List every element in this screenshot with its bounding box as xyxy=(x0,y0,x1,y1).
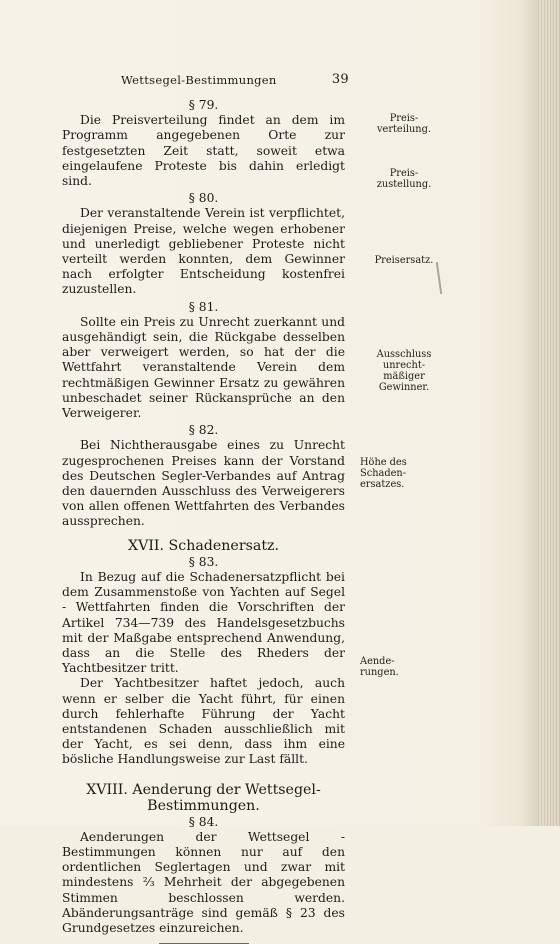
pencil-mark xyxy=(436,262,442,294)
page-number: 39 xyxy=(331,72,349,87)
section-80-text: Der veranstaltende Verein ist verpflichtet, diejenigen Preise, welche wegen erhobener und unerledigt gebliebener Proteste nicht verteilt werden konnten, dem Gewinner nach erfolgter Entscheidung kostenfrei zuzustellen. xyxy=(62,206,345,297)
section-79-heading: § 79. xyxy=(188,98,219,112)
margin-note-82-line-1: Ausschluss xyxy=(376,349,432,360)
margin-note-82-line-4: Gewinner. xyxy=(378,382,430,393)
margin-note-82-line-2: unrecht- xyxy=(382,360,426,371)
section-81-heading: § 81. xyxy=(188,299,219,314)
margin-note-79-line-2: verteilung. xyxy=(376,124,432,135)
page-edge xyxy=(538,0,560,826)
margin-note-83 xyxy=(360,457,410,490)
section-84-heading: § 84. xyxy=(188,814,219,829)
margin-note-82 xyxy=(364,349,444,393)
margin-note-83-line-1: Höhe des xyxy=(360,457,407,468)
chapter-18-title-line-2: Bestimmungen. xyxy=(147,797,260,814)
margin-note-80 xyxy=(364,168,444,190)
section-84-text: Aenderungen der Wettsegel - Bestimmungen können nur auf den ordentlichen Seglertagen und zwar mit mindestens ⅔ Mehrheit der abgegebenen Stimmen beschlossen werden. Abänderungsanträge sind gemäß § 23 des Grundgesetzes einzureichen. xyxy=(62,829,345,935)
margin-note-81 xyxy=(364,255,444,266)
main-text-column xyxy=(62,98,345,944)
margin-note-80-line-1: Preis- xyxy=(389,168,419,179)
chapter-18-title-line-1: XVIII. Aenderung der Wettsegel- xyxy=(86,781,321,798)
margin-note-82-line-3: mäßiger xyxy=(383,371,425,382)
margin-note-81-line-1: Preisersatz. xyxy=(374,255,434,266)
margin-note-84-line-2: rungen. xyxy=(360,667,399,678)
chapter-18-title xyxy=(62,782,345,814)
margin-note-83-line-3: ersatzes. xyxy=(360,479,405,490)
margin-note-79-line-1: Preis- xyxy=(389,113,419,124)
margin-note-84-line-1: Aende- xyxy=(360,656,395,667)
section-79-text: Die Preisverteilung findet an dem im Programm angegebenen Orte zur festgesetzten Zeit statt, soweit etwa eingelaufene Proteste bis dahin erledigt sind. xyxy=(62,113,345,189)
running-header xyxy=(121,73,349,91)
section-83-heading: § 83. xyxy=(188,554,219,569)
section-82-text: Bei Nichtherausgabe eines zu Unrecht zugesprochenen Preises kann der Vorstand des Deutschen Segler-Verbandes auf Antrag den dauernden Ausschluss des Verweigerers von allen offenen Wettfahrten des Verbandes aussprechen. xyxy=(62,438,345,529)
chapter-17-title: XVII. Schadenersatz. xyxy=(127,537,280,554)
section-83-text: In Bezug auf die Schadenersatzpflicht bei dem Zusammenstoße von Yachten auf Segel - Wettfahrten finden die Vorschriften der Artikel 734—739 des Handelsgesetzbuchs mit der Maßgabe entsprechend Anwendung, dass an die Stelle des Rheders der Yachtbesitzer tritt. xyxy=(62,569,345,676)
header-title: Wettsegel-Bestimmungen xyxy=(121,73,277,87)
margin-note-79 xyxy=(364,113,444,135)
margin-note-83-line-2: Schaden- xyxy=(360,468,407,479)
margin-note-84 xyxy=(360,656,410,678)
section-81-text: Sollte ein Preis zu Unrecht zuerkannt und ausgehändigt sein, die Rückgabe desselben aber verweigert werden, so hat der die Wettfahrt veranstaltende Verein dem rechtmäßigen Gewinner Ersatz zu gewähren unbeschadet seiner Rückansprüche an den Verweigerer. xyxy=(62,314,345,421)
section-82-heading: § 82. xyxy=(188,423,219,438)
section-83-text-2: Der Yachtbesitzer haftet jedoch, auch wenn er selber die Yacht führt, für einen durch fehlerhafte Führung der Yacht entstandenen Schaden ausschließlich mit der Yacht, es sei denn, dass ihm eine bösliche Handlungsweise zur Last fällt. xyxy=(62,676,345,767)
section-80-heading: § 80. xyxy=(188,191,219,206)
margin-note-80-line-2: zustellung. xyxy=(376,179,432,190)
